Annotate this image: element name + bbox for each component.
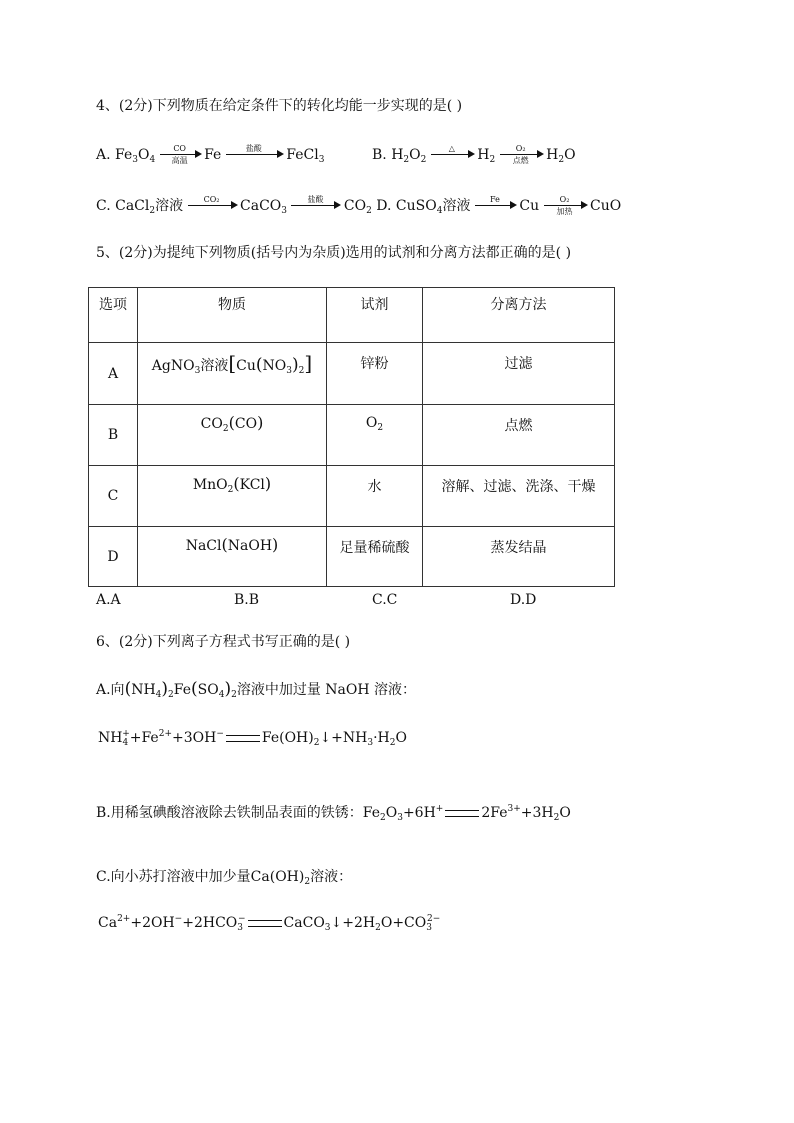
reaction-arrow: CO 高温 <box>160 146 200 164</box>
answer-choice-c[interactable]: C.C <box>372 592 398 608</box>
header-cell: 选项 <box>89 288 138 343</box>
header-cell: 试剂 <box>327 288 423 343</box>
q4-option-c-d: C. CaCl$_2$溶液 CO₂ CaCO$_3$ 盐酸 $CO_2$ D. CuSO$_4$溶液 Fe Cu O₂ 加热 CuO <box>96 195 622 216</box>
reaction-arrow: 盐酸 <box>226 146 282 164</box>
option-cell: D <box>89 527 138 587</box>
question-5-stem: 5、(2分)为提纯下列物质(括号内为杂质)选用的试剂和分离方法都正确的是( ) <box>96 245 572 261</box>
q6-option-a-equation: $NH_4^++Fe^{2+}+3OH^-$ $Fe(OH)_2↓+NH_3\cdot H_2O$ <box>98 729 407 748</box>
substance-cell: AgNO$_3$溶液$[Cu(NO_3)_2]$ <box>138 343 327 405</box>
reaction-arrow: O₂ 加热 <box>544 197 586 215</box>
table-row <box>89 343 615 405</box>
table-row <box>89 527 615 587</box>
q4-option-b: B. $H_2O_2$ △ $H_2$ O₂ 点燃 $H_2O$ <box>372 144 576 165</box>
method-cell: 点燃 <box>423 405 615 466</box>
substance-cell: $CO_2(CO)$ <box>138 405 327 466</box>
answer-choice-a[interactable]: A.A <box>96 592 121 608</box>
method-cell: 过滤 <box>423 343 615 405</box>
reaction-arrow: Fe <box>475 197 515 215</box>
reagent-cell: 锌粉 <box>327 343 423 405</box>
reaction-arrow: 盐酸 <box>291 197 339 215</box>
header-cell: 物质 <box>138 288 327 343</box>
option-cell: C <box>89 466 138 527</box>
equals-sign <box>226 735 260 742</box>
answer-choice-b[interactable]: B.B <box>234 592 260 608</box>
options-table <box>88 287 615 587</box>
q4-option-a: A. $Fe_3O_4$ CO 高温 Fe 盐酸 FeCl$_3$ <box>96 144 325 165</box>
q6-option-c-text: C.向小苏打溶液中加少量$Ca(OH)_2$溶液： <box>96 869 353 887</box>
substance-cell: MnO$_2$(KCl) <box>138 466 327 527</box>
table-row <box>89 466 615 527</box>
reagent-cell: 水 <box>327 466 423 527</box>
method-cell: 蒸发结晶 <box>423 527 615 587</box>
equals-sign <box>248 920 282 927</box>
question-4-stem: 4、(2分)下列物质在给定条件下的转化均能一步实现的是( ) <box>96 98 463 114</box>
reagent-cell: 足量稀硫酸 <box>327 527 423 587</box>
reaction-arrow: O₂ 点燃 <box>500 146 542 164</box>
equals-sign <box>445 810 479 817</box>
reaction-arrow: △ <box>431 146 473 164</box>
answer-choice-d[interactable]: D.D <box>510 592 537 608</box>
q6-option-c-equation: $Ca^{2+}+2OH^-+2HCO_3^-$ $CaCO_3↓+2H_2O+CO_3^{2-}$ <box>98 914 441 933</box>
q6-option-b: B.用稀氢碘酸溶液除去铁制品表面的铁锈：$Fe_2O_3+6H^+$ $2Fe^{3+}+3H_2O$ <box>96 804 571 823</box>
question-6-stem: 6、(2分)下列离子方程式书写正确的是( ) <box>96 634 351 650</box>
table-header-row <box>89 288 615 343</box>
method-cell: 溶解、过滤、洗涤、干燥 <box>423 466 615 527</box>
reagent-cell: $O_2$ <box>327 405 423 466</box>
q6-option-a-text: A.向$(NH_4)_2Fe(SO_4)_2$溶液中加过量 NaOH 溶液： <box>96 679 417 700</box>
reaction-arrow: CO₂ <box>188 197 236 215</box>
option-cell: B <box>89 405 138 466</box>
option-cell: A <box>89 343 138 405</box>
header-cell: 分离方法 <box>423 288 615 343</box>
table-row <box>89 405 615 466</box>
substance-cell: NaCl(NaOH) <box>138 527 327 587</box>
